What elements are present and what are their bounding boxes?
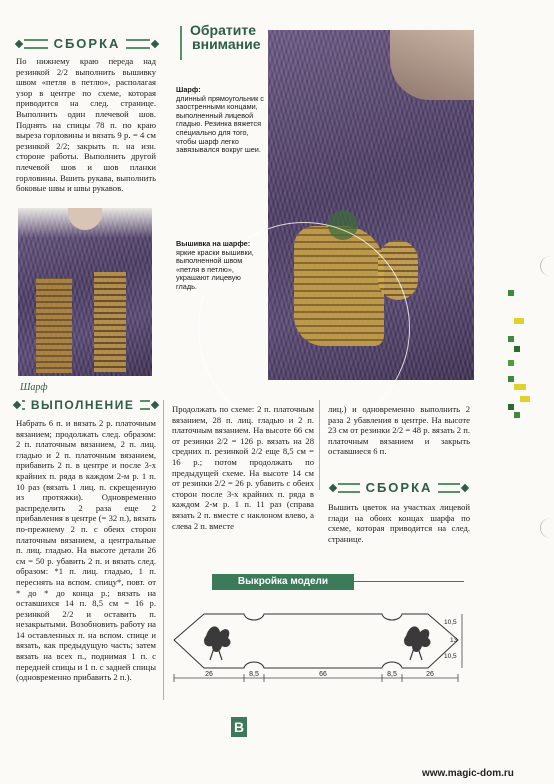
dim-label: 8,5 [387, 671, 397, 678]
attention-line2: внимание [192, 36, 261, 52]
col3-text: лиц.) и одновременно выполнить 2 раза 2 убавления в центре. На высоте 23 см от резинки 2/2 = 48 р. вязать 2 п. платочным вязанием и закрыть оставшиеся 6 п. [328, 404, 470, 457]
scarf-caption-text: длинный прямоугольник с заостренными концами, выполненный лицевой гладью. Резинка вяжется специально для того, чтобы шарф легко завязывался вокруг шеи. [176, 93, 264, 155]
flower-motif-icon [404, 626, 430, 660]
side-dim-top: 10,5 [444, 619, 457, 626]
binding-hole [540, 518, 554, 538]
dim-label: 66 [319, 671, 327, 678]
diamond-ornament-icon [329, 483, 337, 491]
section-title: СБОРКА [365, 480, 433, 495]
scarf-caption [176, 86, 266, 155]
embroidery-caption-title: Вышивка на шарфе: [176, 239, 251, 248]
flower-motif-icon [204, 626, 230, 660]
embroidery-caption [176, 238, 260, 294]
section-title: ВЫПОЛНЕНИЕ [30, 398, 135, 412]
diamond-ornament-icon [461, 483, 469, 491]
attention-badge [180, 22, 272, 64]
header-rule [140, 400, 150, 410]
page-letter: В [233, 719, 245, 735]
pattern-title-bar [212, 574, 354, 590]
column-divider [319, 400, 320, 490]
header-rule [438, 483, 460, 493]
scarf-label: Шарф [20, 382, 48, 393]
column-divider [163, 400, 164, 700]
dim-label: 8,5 [249, 671, 259, 678]
sweater-photo [18, 208, 152, 376]
section-title: СБОРКА [53, 36, 121, 51]
dim-label: 26 [426, 671, 434, 678]
diamond-ornament-icon [15, 39, 23, 47]
pattern-rule [354, 581, 464, 582]
execution-text: Набрать 6 п. и вязать 2 р. платочным вязанием; продолжать след. образом: 2 п. платочным вязанием, 2 п. лиц. гладью и 2 п. платочным вязанием, прибавить 2 п. в центре и после 3-х крайних п. ряда в каждом 2-м р. 1 п. 10 раз (вязать 1 лиц. п. скрещенную из протяжки). Одновременно распределить 2 раза еще 2 прибавления в центре (= 32 п.), вязать по-прежнему 2 п. с обеих сторон платочным вязанием, а центральные п. лиц. гладью. На высоте детали 26 см = 50 р. убавить 2 п. и вязать след. образом: *1 п. лиц. гладью, 1 п. переснять на вспом. спицу*, повт. от * до * до конца р.; вязать на оставшихся 14 п. 8,5 см = 16 р. резинкой 2/2 и оставить п. незакрытыми. Возобновить работу на 14 оставленных п. на вспом. спице и вязать, как предыдущую часть; затем вязать на всех п., поднимая 1 п. с передней спицы и 1 п. с задней спицы (одновременно прибавить 2 п.). [16, 418, 156, 683]
diamond-ornament-icon [13, 401, 21, 409]
assembly-header [14, 36, 160, 51]
watermark: www.magic-dom.ru [422, 768, 514, 779]
side-dim-mid: 13 [450, 637, 458, 644]
attention-line1: Обратите [190, 22, 256, 38]
scarf-caption-title: Шарф: [176, 85, 201, 94]
execution-header [12, 398, 160, 412]
col2-text: Продолжать по схеме: 2 п. платочным вязанием, 28 п. лиц. гладью и 2 п. платочным вязанием. На высоте 66 см от резинки 2/2 = 126 р. вязать на 28 средних п. резинкой 2/2 еще 8,5 см = 16 р.; потом продолжать по предыдущей схеме. На высоте 14 см от резинки 2/2 = 26 р. убавить с обеих сторон после 3-х крайних п. ряда в каждом 2-м р. 1 п. 11 раз (справа вязать 2 п. вместе с наклоном влево, а слева 2 п. вместе [172, 404, 314, 531]
diamond-ornament-icon [151, 401, 159, 409]
header-rule [24, 39, 48, 49]
scarf-pattern-diagram [166, 596, 466, 688]
diamond-ornament-icon [151, 39, 159, 47]
dim-label: 26 [205, 671, 213, 678]
pattern-title: Выкройка модели [237, 576, 329, 587]
side-dim-bot: 10,5 [444, 653, 457, 660]
embroidery-caption-text: яркие краски вышивки, выполненной швом «петля в петлю», украшают лицевую гладь. [176, 247, 254, 291]
header-rule [126, 39, 150, 49]
binding-hole [540, 256, 554, 276]
assembly2-text: Вышить цветок на участках лицевой глади на обоих концах шарфа по схеме, которая приводится на след. странице. [328, 502, 470, 544]
page-letter-badge [231, 717, 247, 737]
header-rule [338, 483, 360, 493]
assembly2-header [328, 480, 470, 495]
assembly-text: По нижнему краю переда над резинкой 2/2 выполнить вышивку швом «петля в петлю», располагая узор в центре по схеме, которая приводится на след. странице. Выполнить один плечевой шов. Поднять на спицы 78 п. по краю выреза горловины и вязать 9 р. = 4 см резинкой 2/2; закрыть п. на изн. стороне работы. Выполнить другой плечевой шов и шов планки горловины. Вшить рукава, выполнить боковые швы и швы рукавов. [16, 56, 156, 194]
